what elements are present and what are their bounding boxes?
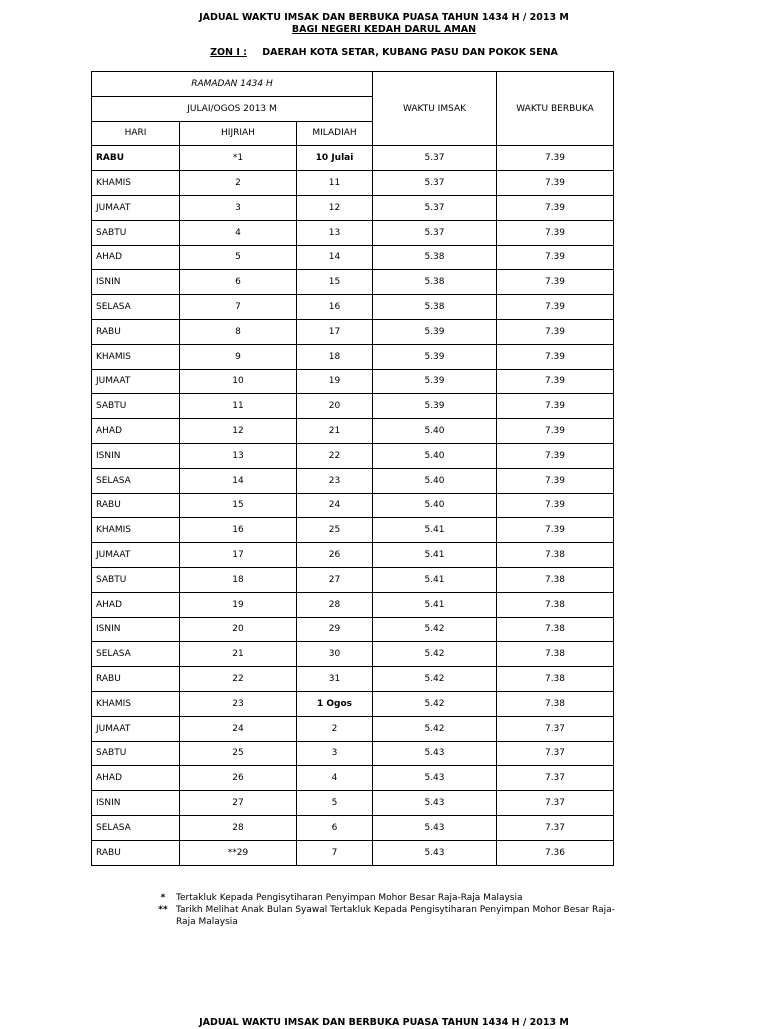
berbuka-cell: 7.37 [497,791,614,816]
hari-header: HARI [92,121,180,146]
miladiah-cell: 10 Julai [297,146,373,171]
berbuka-cell: 7.39 [497,369,614,394]
miladiah-cell: 1 Ogos [297,691,373,716]
table-row [92,741,614,766]
imsak-cell: 5.41 [373,567,497,592]
imsak-cell: 5.38 [373,270,497,295]
hijriah-cell: 17 [180,543,297,568]
miladiah-cell: 23 [297,468,373,493]
hari-cell: RABU [92,146,180,171]
table-row [92,443,614,468]
miladiah-cell: 14 [297,245,373,270]
miladiah-cell: 28 [297,592,373,617]
imsak-cell: 5.43 [373,815,497,840]
schedule-body [92,146,614,865]
imsak-cell: 5.38 [373,245,497,270]
miladiah-cell: 26 [297,543,373,568]
next-page-title: JADUAL WAKTU IMSAK DAN BERBUKA PUASA TAHUN 1434 H / 2013 M [199,1017,569,1028]
state-subtitle: BAGI NEGERI KEDAH DARUL AMAN [291,24,477,35]
hari-cell: SELASA [92,642,180,667]
hari-cell: RABU [92,319,180,344]
footnote-text: Tertakluk Kepada Pengisytiharan Penyimpan Mohor Besar Raja-Raja Malaysia [176,893,523,903]
berbuka-cell: 7.39 [497,518,614,543]
hari-cell: JUMAAT [92,369,180,394]
berbuka-cell: 7.39 [497,344,614,369]
imsak-cell: 5.42 [373,716,497,741]
imsak-header: WAKTU IMSAK [373,72,497,146]
hijriah-header: HIJRIAH [180,121,297,146]
table-row [92,567,614,592]
miladiah-cell: 4 [297,766,373,791]
footnote-text: Tarikh Melihat Anak Bulan Syawal Tertakluk Kepada Pengisytiharan Penyimpan Mohor Besar Raja-Raja Malaysia [176,905,615,927]
berbuka-cell: 7.37 [497,766,614,791]
schedule-table [91,71,614,866]
hari-cell: AHAD [92,245,180,270]
hijriah-cell: 27 [180,791,297,816]
footnote [150,904,630,928]
table-row [92,220,614,245]
miladiah-cell: 21 [297,419,373,444]
hijriah-cell: 4 [180,220,297,245]
table-row [92,171,614,196]
footnote-mark: ** [158,905,168,915]
hari-cell: AHAD [92,592,180,617]
table-row [92,270,614,295]
hijriah-cell: **29 [180,840,297,865]
table-row [92,319,614,344]
miladiah-cell: 31 [297,667,373,692]
berbuka-cell: 7.39 [497,468,614,493]
berbuka-cell: 7.37 [497,716,614,741]
miladiah-cell: 27 [297,567,373,592]
berbuka-cell: 7.38 [497,567,614,592]
imsak-cell: 5.41 [373,543,497,568]
berbuka-cell: 7.39 [497,394,614,419]
ramadan-header: RAMADAN 1434 H [92,72,373,97]
hijriah-cell: 8 [180,319,297,344]
hari-cell: KHAMIS [92,171,180,196]
hari-cell: ISNIN [92,443,180,468]
footnote-mark: * [160,893,166,903]
table-row [92,518,614,543]
table-row [92,344,614,369]
document-title: JADUAL WAKTU IMSAK DAN BERBUKA PUASA TAHUN 1434 H / 2013 M [199,12,569,23]
hari-cell: JUMAAT [92,543,180,568]
imsak-cell: 5.42 [373,667,497,692]
imsak-cell: 5.39 [373,369,497,394]
hijriah-cell: 23 [180,691,297,716]
berbuka-cell: 7.39 [497,419,614,444]
miladiah-cell: 3 [297,741,373,766]
berbuka-cell: 7.37 [497,741,614,766]
imsak-cell: 5.37 [373,146,497,171]
miladiah-cell: 30 [297,642,373,667]
table-row [92,592,614,617]
berbuka-cell: 7.39 [497,493,614,518]
hijriah-cell: 24 [180,716,297,741]
table-row [92,543,614,568]
table-row [92,493,614,518]
footnote [150,892,630,904]
miladiah-cell: 15 [297,270,373,295]
miladiah-cell: 17 [297,319,373,344]
hari-cell: JUMAAT [92,195,180,220]
imsak-cell: 5.39 [373,344,497,369]
berbuka-cell: 7.38 [497,667,614,692]
hijriah-cell: 26 [180,766,297,791]
hari-cell: SELASA [92,295,180,320]
miladiah-cell: 6 [297,815,373,840]
hari-cell: SELASA [92,468,180,493]
hijriah-cell: 16 [180,518,297,543]
miladiah-cell: 7 [297,840,373,865]
table-row [92,716,614,741]
hari-cell: JUMAAT [92,716,180,741]
miladiah-header: MILADIAH [297,121,373,146]
hijriah-cell: 20 [180,617,297,642]
hijriah-cell: 2 [180,171,297,196]
berbuka-cell: 7.38 [497,543,614,568]
hijriah-cell: 10 [180,369,297,394]
table-row [92,419,614,444]
hijriah-cell: 7 [180,295,297,320]
imsak-cell: 5.42 [373,691,497,716]
berbuka-cell: 7.38 [497,691,614,716]
hijriah-cell: 25 [180,741,297,766]
miladiah-cell: 5 [297,791,373,816]
imsak-cell: 5.40 [373,468,497,493]
hari-cell: SELASA [92,815,180,840]
months-header: JULAI/OGOS 2013 M [92,96,373,121]
footnotes [150,892,630,928]
imsak-cell: 5.40 [373,493,497,518]
hari-cell: RABU [92,667,180,692]
miladiah-cell: 18 [297,344,373,369]
hijriah-cell: 14 [180,468,297,493]
table-row [92,766,614,791]
miladiah-cell: 20 [297,394,373,419]
miladiah-cell: 29 [297,617,373,642]
hari-cell: AHAD [92,419,180,444]
miladiah-cell: 16 [297,295,373,320]
table-row [92,195,614,220]
hari-cell: SABTU [92,741,180,766]
miladiah-cell: 12 [297,195,373,220]
hijriah-cell: 13 [180,443,297,468]
table-row [92,791,614,816]
hijriah-cell: 5 [180,245,297,270]
table-row [92,245,614,270]
imsak-cell: 5.38 [373,295,497,320]
hijriah-cell: 9 [180,344,297,369]
table-row [92,617,614,642]
hari-cell: ISNIN [92,270,180,295]
hijriah-cell: 15 [180,493,297,518]
imsak-cell: 5.43 [373,766,497,791]
berbuka-cell: 7.39 [497,295,614,320]
hijriah-cell: 21 [180,642,297,667]
imsak-cell: 5.42 [373,617,497,642]
hijriah-cell: 6 [180,270,297,295]
imsak-cell: 5.43 [373,791,497,816]
zone-heading [0,47,768,58]
table-row [92,840,614,865]
hijriah-cell: 3 [180,195,297,220]
hari-cell: RABU [92,840,180,865]
imsak-cell: 5.37 [373,220,497,245]
miladiah-cell: 19 [297,369,373,394]
berbuka-cell: 7.36 [497,840,614,865]
imsak-cell: 5.37 [373,195,497,220]
table-row [92,146,614,171]
berbuka-cell: 7.39 [497,195,614,220]
miladiah-cell: 25 [297,518,373,543]
imsak-cell: 5.41 [373,518,497,543]
table-row [92,295,614,320]
hijriah-cell: 22 [180,667,297,692]
table-row [92,468,614,493]
table-row [92,667,614,692]
berbuka-cell: 7.37 [497,815,614,840]
berbuka-cell: 7.38 [497,592,614,617]
zone-text: DAERAH KOTA SETAR, KUBANG PASU DAN POKOK SENA [262,47,558,58]
hijriah-cell: *1 [180,146,297,171]
hari-cell: ISNIN [92,791,180,816]
berbuka-cell: 7.39 [497,146,614,171]
hari-cell: RABU [92,493,180,518]
berbuka-cell: 7.38 [497,642,614,667]
hijriah-cell: 11 [180,394,297,419]
berbuka-cell: 7.39 [497,270,614,295]
hari-cell: KHAMIS [92,518,180,543]
hari-cell: KHAMIS [92,691,180,716]
berbuka-cell: 7.39 [497,319,614,344]
berbuka-cell: 7.38 [497,617,614,642]
hijriah-cell: 19 [180,592,297,617]
hari-cell: SABTU [92,394,180,419]
imsak-cell: 5.39 [373,394,497,419]
berbuka-cell: 7.39 [497,220,614,245]
imsak-cell: 5.40 [373,443,497,468]
hari-cell: AHAD [92,766,180,791]
imsak-cell: 5.42 [373,642,497,667]
berbuka-cell: 7.39 [497,245,614,270]
hari-cell: ISNIN [92,617,180,642]
miladiah-cell: 2 [297,716,373,741]
miladiah-cell: 22 [297,443,373,468]
hari-cell: SABTU [92,220,180,245]
imsak-cell: 5.40 [373,419,497,444]
table-row [92,369,614,394]
miladiah-cell: 24 [297,493,373,518]
hijriah-cell: 28 [180,815,297,840]
hari-cell: KHAMIS [92,344,180,369]
imsak-cell: 5.39 [373,319,497,344]
table-row [92,815,614,840]
table-row [92,642,614,667]
hijriah-cell: 18 [180,567,297,592]
berbuka-cell: 7.39 [497,171,614,196]
imsak-cell: 5.43 [373,840,497,865]
imsak-cell: 5.43 [373,741,497,766]
hijriah-cell: 12 [180,419,297,444]
imsak-cell: 5.41 [373,592,497,617]
berbuka-cell: 7.39 [497,443,614,468]
zone-label: ZON I : [210,47,247,58]
hari-cell: SABTU [92,567,180,592]
berbuka-header: WAKTU BERBUKA [497,72,614,146]
miladiah-cell: 11 [297,171,373,196]
imsak-cell: 5.37 [373,171,497,196]
miladiah-cell: 13 [297,220,373,245]
table-row [92,691,614,716]
table-row [92,394,614,419]
